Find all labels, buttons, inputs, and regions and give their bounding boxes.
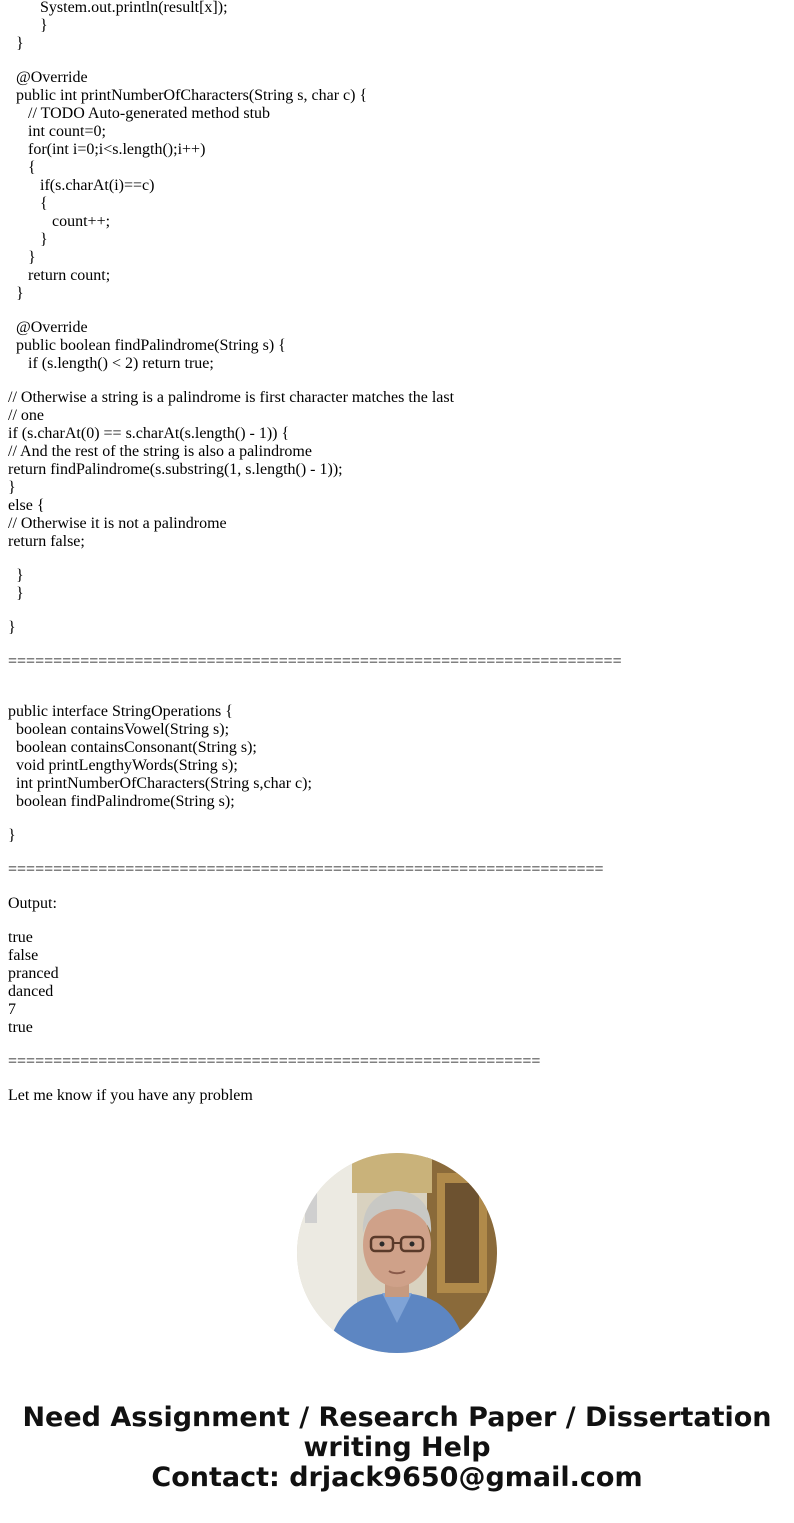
text-line: if (s.charAt(0) == s.charAt(s.length() - 1)) { (8, 425, 290, 442)
solution-text (8, 0, 788, 1105)
text-line: } (8, 17, 48, 34)
text-line: // Otherwise a string is a palindrome is first character matches the last (8, 389, 455, 406)
author-photo (297, 1153, 497, 1353)
text-line: return count; (8, 267, 111, 284)
promo-line-3: Contact: drjack9650@gmail.com (151, 1462, 643, 1493)
text-line: } (8, 567, 24, 584)
blank-line (8, 811, 788, 827)
blank-line (8, 637, 788, 653)
text-line: } (8, 479, 16, 496)
text-line: if(s.charAt(i)==c) (8, 177, 155, 194)
text-line: ==================================================================== (8, 653, 622, 670)
text-line: } (8, 285, 24, 302)
text-line: false (8, 947, 39, 964)
blank-line (8, 303, 788, 319)
text-line: @Override (8, 319, 88, 336)
text-line: count++; (8, 213, 111, 230)
blank-line (8, 1037, 788, 1053)
blank-line (8, 845, 788, 861)
text-line: danced (8, 983, 54, 1000)
text-line: } (8, 249, 36, 266)
text-line: int printNumberOfCharacters(String s,char c); (8, 775, 312, 792)
text-line: Let me know if you have any problem (8, 1087, 253, 1104)
text-line: Output: (8, 895, 57, 912)
text-line: =========================================================== (8, 1053, 541, 1070)
text-line: } (8, 231, 48, 248)
text-line: int count=0; (8, 123, 106, 140)
text-line: boolean containsConsonant(String s); (8, 739, 257, 756)
promo-banner (0, 1403, 794, 1493)
text-line: public int printNumberOfCharacters(String s, char c) { (8, 87, 368, 104)
text-line: } (8, 35, 24, 52)
text-line: // Otherwise it is not a palindrome (8, 515, 227, 532)
blank-line (8, 687, 788, 703)
text-line: public boolean findPalindrome(String s) { (8, 337, 286, 354)
text-line: return findPalindrome(s.substring(1, s.length() - 1)); (8, 461, 343, 478)
blank-line (8, 879, 788, 895)
promo-line-2: writing Help (303, 1432, 491, 1463)
text-line: } (8, 585, 24, 602)
text-line: boolean findPalindrome(String s); (8, 793, 235, 810)
text-line: boolean containsVowel(String s); (8, 721, 230, 738)
blank-line (8, 551, 788, 567)
blank-line (8, 671, 788, 687)
text-line: public interface StringOperations { (8, 703, 233, 720)
text-line: { (8, 195, 48, 212)
text-line: 7 (8, 1001, 16, 1018)
text-line: else { (8, 497, 45, 514)
text-line: ================================================================== (8, 861, 604, 878)
blank-line (8, 373, 788, 389)
text-line: if (s.length() < 2) return true; (8, 355, 214, 372)
text-line: pranced (8, 965, 59, 982)
text-line: { (8, 159, 36, 176)
blank-line (8, 913, 788, 929)
blank-line (8, 603, 788, 619)
text-line: true (8, 1019, 33, 1036)
text-line: for(int i=0;i<s.length();i++) (8, 141, 206, 158)
text-line: void printLengthyWords(String s); (8, 757, 238, 774)
text-line: } (8, 619, 16, 636)
text-line: // And the rest of the string is also a palindrome (8, 443, 312, 460)
text-line: return false; (8, 533, 85, 550)
text-line: // one (8, 407, 44, 424)
blank-line (8, 53, 788, 69)
text-line: // TODO Auto-generated method stub (8, 105, 271, 122)
blank-line (8, 1071, 788, 1087)
text-line: true (8, 929, 33, 946)
text-line: System.out.println(result[x]); (8, 0, 228, 16)
text-line: } (8, 827, 16, 844)
promo-line-1: Need Assignment / Research Paper / Dissertation (22, 1402, 772, 1433)
text-line: @Override (8, 69, 88, 86)
